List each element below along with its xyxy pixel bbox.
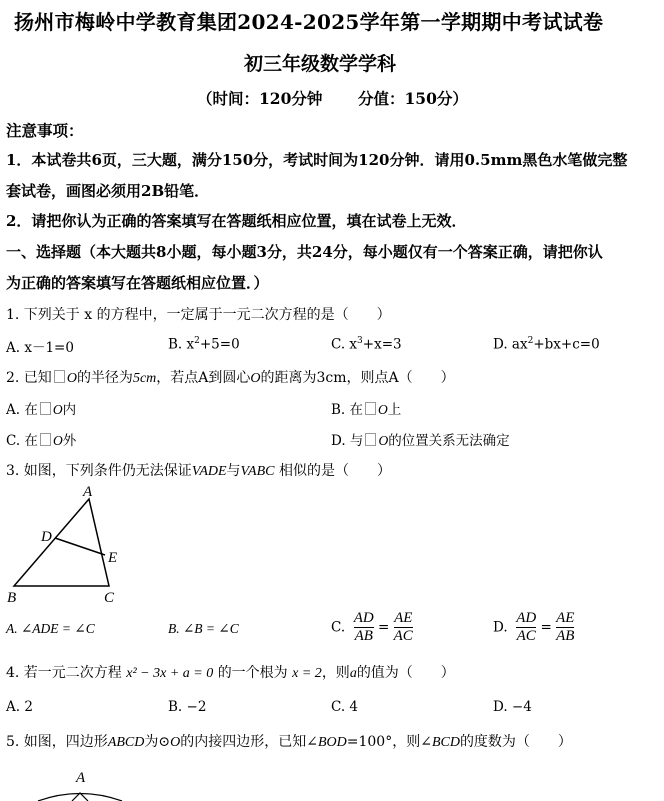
label-E: E (108, 550, 118, 566)
fraction-ae-ac: $\frac{AE}{AC}$ (393, 610, 413, 644)
segment-de (55, 538, 105, 555)
fraction-ad-ab: $\frac{AD}{AB}$ (353, 610, 374, 644)
label-C: C (104, 590, 115, 606)
fraction-ae-ab: $\frac{AE}{AB}$ (556, 610, 575, 644)
q5-stem: 5. 如图，四边形ABCD为⊙O的内接四边形，已知∠BOD=100°，则∠BCD的度数为（ ） (6, 734, 572, 750)
missing-glyph-box (54, 370, 65, 383)
notes-line-1: 1．本试卷共6页，三大题，满分150分，考试时间为120分钟．请用0.5mm黑色水笔做完整 (6, 151, 628, 169)
q2-stem: 2. 已知 O的半径为5cm，若点A到圆心O的距离为3cm，则点A（ ） (6, 370, 455, 386)
notes-line-2: 2．请把你认为正确的答案填写在答题纸相应位置，填在试卷上无效． (6, 212, 467, 230)
section1-line-1: 一、选择题（本大题共8小题，每小题3分，共24分，每小题仅有一个答案正确，请把你认 (6, 243, 603, 261)
q3-option-b: B. ∠B = ∠C (168, 621, 239, 636)
exam-title: 扬州市梅岭中学教育集团2024-2025学年第一学期期中考试试卷 (14, 10, 604, 34)
q3-option-c: C. $\frac{AD}{AB}$ = $\frac{AE}{AC}$ (331, 610, 413, 644)
exam-time: （时间：120分钟 (197, 89, 323, 108)
q4-option-b: B. −2 (168, 699, 207, 715)
q4-option-c: C. 4 (331, 699, 359, 715)
q2-option-c: C. 在 O外 (6, 433, 77, 449)
q4-option-d: D. −4 (493, 699, 532, 715)
q1-option-a: A. x－1=0 (6, 340, 74, 356)
q4-option-a: A. 2 (6, 699, 33, 715)
q3-stem: 3. 如图，下列条件仍无法保证VADE与VABC 相似的是（ ） (6, 463, 391, 479)
q4-stem: 4. 若一元二次方程 x² − 3x + a = 0 的一个根为 x = 2，则a的值为（ ） (6, 665, 455, 681)
missing-glyph-box (365, 433, 376, 446)
q1-option-b: B. $x^2+5=0$ (168, 336, 240, 353)
section1-line-2: 为正确的答案填写在答题纸相应位置．） (6, 274, 269, 292)
notes-heading: 注意事项： (6, 121, 84, 140)
q2-option-b: B. 在 O上 (331, 402, 402, 418)
q3-option-a: A. ∠ADE = ∠C (6, 621, 95, 636)
q3-triangle-figure (0, 480, 140, 610)
fraction-ad-ac: $\frac{AD}{AC}$ (516, 610, 537, 644)
notes-line-1b: 套试卷，画图必须用2B铅笔． (6, 182, 210, 200)
exam-score: 分值：150分） (358, 89, 468, 108)
q2-option-d: D. 与 O的位置关系无法确定 (331, 433, 510, 449)
q1-option-d: D. $ax^2+bx+c=0$ (493, 336, 600, 353)
label-A: A (83, 484, 93, 500)
missing-glyph-box (365, 402, 376, 415)
q2-option-a: A. 在 O内 (6, 402, 77, 418)
missing-glyph-box (40, 433, 51, 446)
label-D: D (41, 529, 52, 545)
label-A: A (76, 770, 86, 786)
label-B: B (7, 590, 17, 606)
q3-option-d: D. $\frac{AD}{AC}$ = $\frac{AE}{AB}$ (493, 610, 575, 644)
missing-glyph-box (40, 402, 51, 415)
circle-arc (38, 794, 122, 801)
q1-option-c: C. $x^3+x=3$ (331, 336, 402, 353)
exam-subtitle: 初三年级数学学科 (244, 53, 397, 75)
q5-circle-figure (20, 764, 140, 801)
q1-stem: 1. 下列关于 x 的方程中，一定属于一元二次方程的是（ ） (6, 307, 391, 323)
triangle-abc (14, 499, 109, 586)
